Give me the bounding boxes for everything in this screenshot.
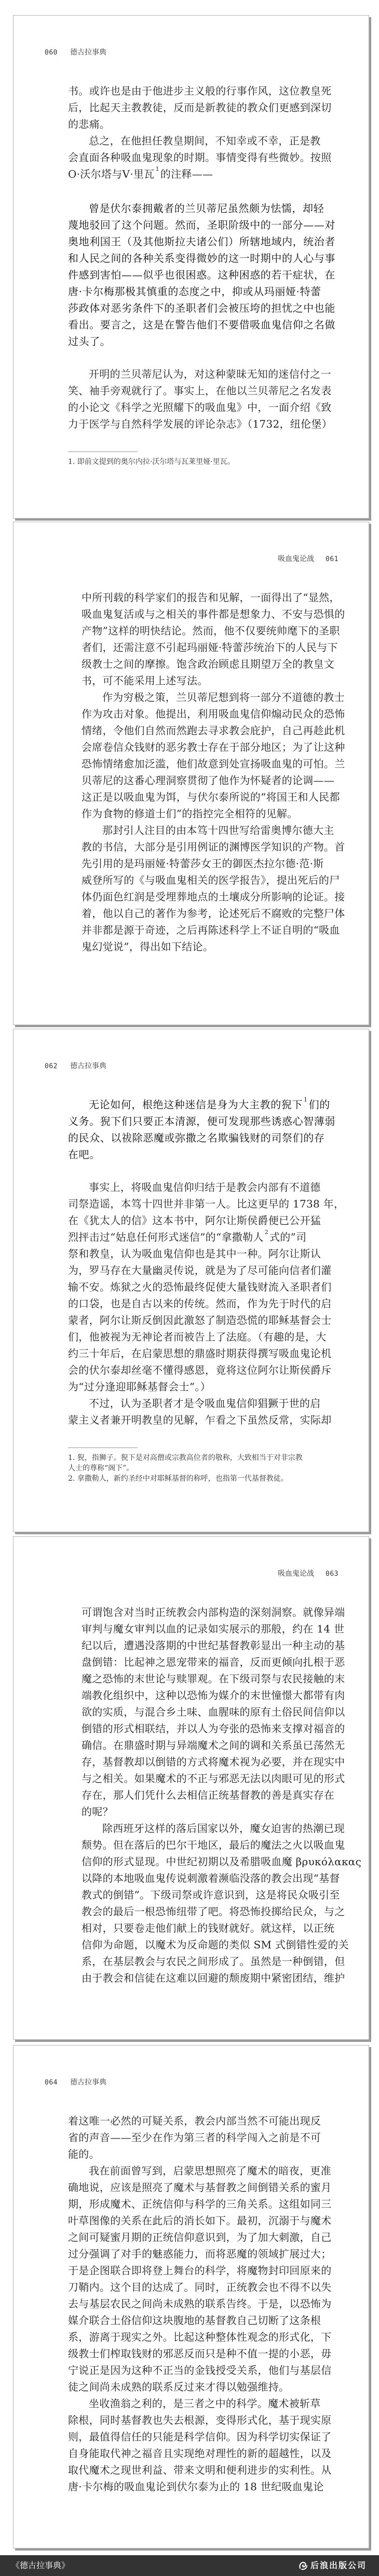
text-line: 看出。要言之，这是在警告他们不要借吸血鬼信仰之名做 <box>68 318 335 331</box>
text-line: 的悲痛。 <box>68 118 111 130</box>
text-line: 坐收渔翁之利的，是三者之中的科学。魔术被斩草 <box>89 2397 321 2410</box>
paragraph <box>82 589 345 689</box>
text-line: 件感到害怕——似乎也很困惑。这种困惑的若干症状，在 <box>68 269 335 281</box>
footnote-line: 人士的尊称“阁下”。 <box>68 1464 134 1472</box>
page-body <box>82 589 345 955</box>
text-line: 系，在基层教会与农民之间形成了。虽然是一种倒错，但 <box>82 1955 345 1968</box>
text-line: 吸血鬼复活或与之相关的事件都是想象力、不安与恐惧的 <box>82 608 345 620</box>
paragraph <box>68 2395 332 2495</box>
text-line: 确地说，应该是照亮了魔术与基督教之间倒错关系的蜜月 <box>68 2181 332 2194</box>
footnote-marker: 1 <box>304 1096 308 1103</box>
text-line: 体仍面色红润是受埋葬地点的土壤成分所影响的论证。接 <box>82 891 345 903</box>
text-line: 在《犹太人的信》这本书中，阿尔让斯侯爵便已公开猛 <box>68 1214 321 1227</box>
text-line: 端教化组织中，这种以恐怖为媒介的末世憧憬大都带有肉 <box>82 1689 345 1702</box>
text-line: 颓势。但在落后的巴尔干地区，最后的魔法之火以吸血鬼 <box>82 1839 345 1851</box>
text-line: 刀鞘内。这个目的达成了。同时，正统教会也不得不以失 <box>68 2281 332 2293</box>
page-number: 063 <box>326 1570 339 1578</box>
running-title: 德古拉事典 <box>70 2078 106 2087</box>
paragraph <box>68 2162 332 2395</box>
footnotes <box>68 1448 301 1484</box>
text-line: 欲的实质，与混合乡土味、血腥味的原有土俗民间信仰以 <box>82 1706 345 1718</box>
text-line: 祭和教皇，认为吸血鬼信仰也是其中一种。阿尔让斯认 <box>68 1247 321 1260</box>
running-title: 吸血鬼论战 <box>278 1570 315 1578</box>
text-line: 除西班牙这样的落后国家以外，魔女迫害的热潮已现 <box>102 1822 345 1835</box>
page-number: 060 <box>45 49 58 57</box>
footer-book-title: 《德古拉事典》 <box>11 2560 70 2570</box>
text-line: 为“过分逢迎耶稣基督会士”。） <box>68 1380 211 1393</box>
text-line: 作为穷极之策，兰贝蒂尼想到将一部分不道德的教士 <box>102 691 345 703</box>
text-line: 唐·卡尔梅那极其慎重的态度之中，抑或从玛丽娅·特蕾 <box>68 285 321 298</box>
text-line: 唐·卡尔梅的吸血鬼论到伏尔泰为止的 18 世纪吸血鬼论 <box>68 2480 324 2493</box>
text-line: 能的。 <box>68 2148 100 2160</box>
text-line: 力于医学与自然科学发展的评论杂志》（1732，纽伦堡） <box>68 418 332 430</box>
text-line: 无论如何，根绝这种迷信是身为大主教的猊下 $^1$ 们的 <box>89 1096 330 1111</box>
page-number: 061 <box>326 555 339 563</box>
running-title: 吸血鬼论战 <box>278 555 315 563</box>
running-header <box>45 48 106 58</box>
paragraph <box>68 2113 321 2162</box>
running-title: 德古拉事典 <box>70 48 106 57</box>
text-line: 鬼幻觉说”，得出如下结论。 <box>82 940 214 953</box>
text-line: 并非都是源于奇迹，之后再陈述科学上不证自明的“吸血 <box>82 924 340 936</box>
text-line: 倒错的形式相联结，并以人为夸张的恐怖来支撑对福音的 <box>82 1722 345 1735</box>
text-line: 为，罗马存在大量幽灵传说，就是为了尽可能向信者们灌 <box>68 1264 332 1277</box>
page-number: 064 <box>45 2079 58 2087</box>
text-line: 存，基督教却以倒错的方式将魔术视为必要，并在现实中 <box>82 1756 345 1768</box>
text-line: 的小论文《科学之光照耀下的吸血鬼》中，一面介绍《致 <box>68 401 332 414</box>
text-line: 魔之恐怖的末世论与赎罪观。在下级司祭与农民接触的末 <box>82 1672 345 1685</box>
text-line: 司祭造谣，本笃十四世并非第一人。比这更早的 1738 年， <box>68 1198 345 1210</box>
text-line: 过头了。 <box>68 335 111 348</box>
text-line: 义务。猊下们只要正本清源，便可发现那些诱惑心智薄弱 <box>68 1115 335 1127</box>
text-line: 和人民之间的各种关系变得微妙的这一时期中的人心与事 <box>68 252 335 264</box>
text-line: 书。或许也是由于他进步主义般的行事作风，这位教皇死 <box>68 85 332 97</box>
text-line: O·沃尔塔与V·里瓦 $^1$ 的注释—— <box>68 166 213 180</box>
text-line: 取代魔术之现世利益、带来文明和便利进步的实利性。从 <box>68 2464 332 2476</box>
text-line: 由于教会和信徒在这难以回避的颓废期中紧密团结，维护 <box>82 1972 345 1984</box>
text-line: 徒之间尚未成熟的联系反过来才得以勉强维持。 <box>68 2381 290 2393</box>
paragraph <box>82 822 345 955</box>
text-line: 不过，认为圣职者才是令吸血鬼信仰猖獗于世的启 <box>89 1397 321 1410</box>
book-page <box>13 522 369 1025</box>
text-line: 产物”这样的明快结论。然而，他不仅要统帅麾下的圣职 <box>82 625 340 637</box>
text-line: 级教士们榨取钱财的邪恶反而只是种不值一提的小恶，毋 <box>68 2347 332 2360</box>
text-line: 情绪，令他们自然而然跑去寻求教会庇护，自己再趁此机 <box>82 724 345 737</box>
footnotes <box>68 452 301 467</box>
publisher-swirl-icon <box>298 2560 308 2571</box>
text-line: 这正是以吸血鬼为饵，与伏尔泰所说的“将国王和人民都 <box>82 791 340 803</box>
text-line: 自身能取代神之福音且实现绝对理性的新的超越性，以及 <box>68 2447 332 2460</box>
footnote-line: 1. 即前文提到的奥尔内拉·沃尔塔与瓦莱里娅·里瓦。 <box>68 458 235 466</box>
text-line: 叶草图像的关系在此后的消长如下。最初，沉溺于与魔术 <box>68 2214 332 2227</box>
text-line: 媒介联合土俗信仰这块腹地的基督教自己切断了这条根 <box>68 2314 321 2327</box>
text-line: 蒙主义者兼开明教皇的见解，乍看之下虽然反常，实际却 <box>68 1414 332 1426</box>
footnote-line: 2. 拿撒勒人，新约圣经中对耶稣基督的称呼，也指第一代基督教徒。 <box>68 1475 288 1483</box>
running-title: 德古拉事典 <box>70 1062 106 1070</box>
text-line: 奥地利国王（及其他斯拉夫诸公们）所辖地域内，统治者 <box>68 235 335 248</box>
page-body <box>82 1604 362 1986</box>
paragraph <box>68 83 332 132</box>
text-line: 于是企图联合即将登上舞台的科学，将魔物封印回原来的 <box>68 2264 332 2277</box>
text-line: 们，他被视为无神论者而被告上了法庭。（有趣的是，大 <box>68 1331 327 1343</box>
paragraph <box>68 1179 345 1395</box>
text-line: 与之相关。如果魔术的不正与邪恶无法以肉眼可见的形式 <box>82 1772 345 1785</box>
text-line: 威登所写的《与吸血鬼相关的医学报告》，提出死后的尸 <box>82 874 340 886</box>
paragraph <box>68 132 332 182</box>
text-line: 总之，在他担任教皇期间，不知幸或不幸，正是教 <box>89 135 321 147</box>
footer-bar <box>0 2555 379 2576</box>
text-line: 纪以后，遭遇没落期的中世纪基督教彰显出一种主动的基 <box>82 1639 345 1652</box>
footnote-marker: 2 <box>264 1229 268 1236</box>
text-line: 会席卷信众钱财的恶劣教士存在于部分地区；为了让这种 <box>82 741 345 753</box>
text-line: 恐怖情绪愈加泛滥，他们故意到处宣扬吸血鬼的可怕。兰 <box>82 758 345 770</box>
text-line: 事实上，将吸血鬼信仰归结于是教会内部有不道德 <box>89 1181 321 1193</box>
book-page <box>13 1536 369 2040</box>
text-line: 系，游离于现实之外。比起这种整体性观念的形式化，下 <box>68 2331 332 2343</box>
text-line: 除根，同时基督教也失去根源，变得形式化，基于现实原 <box>68 2414 332 2426</box>
text-line: 信仰为命题，以魔术为反命题的类似 SM 式倒错性爱的关 <box>82 1938 349 1951</box>
text-line: 以降的本地吸血鬼传说刺激着濒临没落的教会出现“基督 <box>82 1872 340 1884</box>
page-body <box>68 83 335 467</box>
text-line: 开明的兰贝蒂尼认为，对这种蒙昧无知的迷信付之一 <box>89 368 331 380</box>
running-header <box>45 1061 106 1071</box>
paragraph <box>68 1395 332 1428</box>
text-line: 着，他以自己的著作为参考，论述死后不腐败的完整尸体 <box>82 907 345 920</box>
book-page <box>13 1029 369 1532</box>
text-line: 存在，那人们凭什么去相信正统基督教的善是真实存在 <box>82 1789 335 1801</box>
text-line: 书，可不能采用上述写法。 <box>82 674 208 687</box>
text-line: 烈抨击过“姑息任何形式迷信”的“拿撒勒人 $^2$ 式的”司 <box>68 1229 307 1243</box>
footnote-line: 1. 猊，指狮子。猊下是对高僧或宗教高位者的敬称，大致相当于对非宗教 <box>68 1454 303 1462</box>
text-line: 教的书信，大部分是引用例证的渊博医学知识的产物。首 <box>82 841 345 853</box>
text-line: 作为食物的修道士们”的指控完全相符的见解。 <box>82 807 298 820</box>
text-line: 去与基层农民之间尚未成熟的联系告终。于是，以恐怖为 <box>68 2298 332 2310</box>
book-page <box>13 15 369 519</box>
text-line: 后，比起天主教教徒，反而是新教徒的教众们更感到深切 <box>68 101 332 114</box>
text-line: 笑、袖手旁观就行了。事实上，在他以兰贝蒂尼之名发表 <box>68 384 332 397</box>
text-line: 会的伏尔泰却丝毫不懂得感恩，竟将这位阿尔让斯侯爵斥 <box>68 1364 332 1376</box>
paragraph <box>82 1820 362 1986</box>
text-line: 着这唯一必然的可疑关系，教会内部当然不可能出现反 <box>68 2115 321 2127</box>
block-quote <box>68 1096 335 1163</box>
text-line: 输不安。炼狱之火的恐怖最终促使大量钱财流入圣职者们 <box>68 1281 332 1293</box>
text-line: 教式的倒错”。下级司祭或许意识到，这是将民众吸引至 <box>82 1889 340 1901</box>
text-line: 的呢？ <box>82 1805 113 1818</box>
text-line: 的口袋，也是自古以来的传统。然而，作为先于时代的启 <box>68 1297 332 1310</box>
text-line: 过分强调了对手的魅惑能力，而将恶魔的领域扩展过大； <box>68 2248 332 2260</box>
text-line: 贝蒂尼的这番心理洞察贯彻了他作为怀疑者的论调—— <box>82 774 335 787</box>
publisher-logo <box>298 2560 367 2571</box>
text-line: 蔑地驳回了这个问题。然而，圣职阶级中的一部分——对 <box>68 219 335 231</box>
block-quote <box>68 200 335 350</box>
running-header <box>278 554 339 564</box>
text-line: 确信。在鼎盛时期与异端魔术之间的调和关系虽已荡然无 <box>82 1739 345 1751</box>
publisher-name: 后浪出版公司 <box>310 2560 367 2570</box>
text-line: 宁说正是因为这种不正当的金钱授受关系，他们与基层信 <box>68 2364 332 2376</box>
text-line: 约三十年后，在启蒙思想的鼎盛时期获得撰写吸血鬼论机 <box>68 1347 332 1360</box>
text-line: 期，形成魔术、正统信仰与科学的三角关系。这组如同三 <box>68 2198 332 2210</box>
page-number: 062 <box>45 1063 58 1070</box>
text-line: 的民众、以祓除恶魔或弥撒之名欺骗钱财的司祭们的存 <box>68 1132 325 1144</box>
text-line: 信仰的形式显现。中世纪初期以及希腊吸血魔 βρυκόλακας <box>82 1855 362 1868</box>
text-line: 审判与魔女审判以血的记录如实展示的那般，约在 14 世 <box>82 1623 345 1635</box>
text-line: 级教士之间的摩擦。饱含政治顾虑且期望万全的教皇文 <box>82 658 335 670</box>
text-line: 先引用的是玛丽娅·特蕾莎女王的御医杰拉尔德·范·斯 <box>82 857 324 870</box>
paragraph <box>82 689 345 822</box>
text-line: 蒙者，阿尔让斯反倒因此激怒了制造恐慌的耶稣基督会士 <box>68 1314 332 1326</box>
text-line: 我在前面曾写到，启蒙思想照亮了魔术的暗夜，更准 <box>89 2165 331 2177</box>
footnote-marker: 1 <box>155 166 159 172</box>
paragraph <box>68 366 332 432</box>
text-line: 曾是伏尔泰拥戴者的兰贝蒂尼虽然颇为怯懦，却轻 <box>89 202 324 215</box>
text-line: 之间可疑蜜月期的正统信仰意识到，为了加大刺激，自己 <box>68 2231 332 2243</box>
text-line: 中所刊载的科学家们的报告和见解，一面得出了“显然， <box>82 591 340 604</box>
paragraph <box>82 1604 345 1820</box>
text-line: 作为攻击对象。他提出，利用吸血鬼信仰煽动民众的恐怖 <box>82 708 345 720</box>
text-line: 省的声音——至少在作为第三者的科学闯入之前是不可 <box>68 2131 321 2144</box>
text-line: 相对，只要卷走他们献上的钱财就好。就这样，以正统 <box>82 1922 335 1934</box>
text-line: 可谓饱含对当时正统教会内部构造的深刻洞察。就像异端 <box>82 1606 345 1618</box>
running-header <box>45 2078 106 2088</box>
page-body <box>68 2113 332 2495</box>
text-line: 那封引人注目的由本笃十四世写给雷奥博尔德大主 <box>102 824 334 836</box>
text-line: 会直面各种吸血鬼现象的时期。事情变得有些微妙。按照 <box>68 151 332 164</box>
book-page <box>13 2045 369 2548</box>
text-line: 教会的最后一根恐怖纽带了吧。将恐怖投掷给民众，与之 <box>82 1905 345 1918</box>
text-line: 盘倒错：比起神之恩宠带来的福音，反而更倾向扎根于恶 <box>82 1656 345 1668</box>
text-line: 莎政体对恶劣条件下的圣职者们会被压垮的担忧之中也能 <box>68 302 335 314</box>
running-header <box>278 1569 339 1579</box>
text-line: 在吧。 <box>68 1148 100 1161</box>
text-line: 者们，还需注意不引起玛丽娅·特蕾莎统治下的人民与下 <box>82 641 338 654</box>
text-line: 则，最值得信任的只能是科学信仰。因为科学切实保证了 <box>68 2431 332 2443</box>
page-body <box>68 1096 345 1484</box>
